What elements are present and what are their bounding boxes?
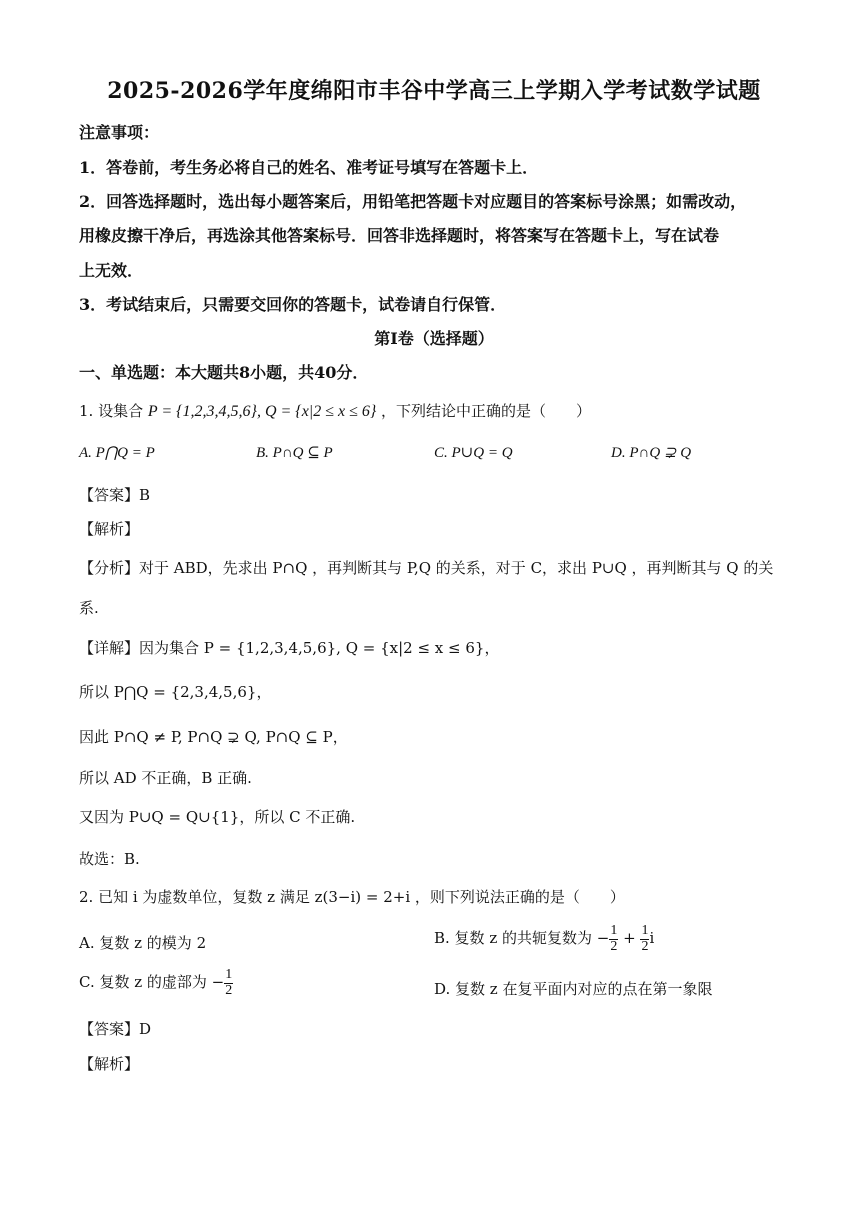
q1-stem-suffix: ，下列结论中正确的是（ ） [381,402,592,420]
q2-analysis-label: 【解析】 [79,1055,140,1073]
q1-detail-line-6: 故选：B. [79,850,140,868]
q1-option-c: C. P∪Q = Q [434,445,513,461]
q1-analysis-label: 【解析】 [79,520,140,538]
part-title: 第I卷（选择题） [374,329,494,348]
notice-item-2-line-1: 2．回答选择题时，选出每小题答案后，用铅笔把答题卡对应题目的答案标号涂黑；如需改动， [79,192,747,211]
q2-option-b-frac-1 [609,924,618,954]
q2-option-b-suffix: i [649,929,655,948]
notice-item-2-line-2: 用橡皮擦干净后，再选涂其他答案标号．回答非选择题时，将答案写在答题卡上，写在试卷 [79,226,720,245]
q2-option-d: D. 复数 z 在复平面内对应的点在第一象限 [434,980,713,998]
q1-option-d: D. P∩Q ⊋ Q [611,445,692,461]
q2-option-b [434,924,654,954]
q1-detail-line-5: 又因为 P∪Q = Q∪{1}，所以 C 不正确. [79,808,356,826]
notice-item-3: 3．考试结束后，只需要交回你的答题卡，试卷请自行保管． [79,295,507,314]
q2-answer: 【答案】D [79,1020,152,1038]
q2-option-b-prefix: B. 复数 z 的共轭复数为 − [434,929,610,948]
q2-stem: 2. 已知 i 为虚数单位，复数 z 满足 z(3−i) = 2+i ，则下列说法正确的是（ ） [79,888,625,906]
q1-detail-line-4: 所以 AD 不正确，B 正确. [79,769,252,787]
exam-title: 2025-2026学年度绵阳市丰谷中学高三上学期入学考试数学试题 [107,78,761,104]
frac-numerator: 1 [641,923,649,938]
q1-stem-prefix: 1. 设集合 [79,402,144,420]
section-title: 一、单选题：本大题共8小题，共40分． [79,363,369,382]
q1-fenxi-line-1: 【分析】对于 ABD，先求出 P∩Q ，再判断其与 P,Q 的关系，对于 C，求出 P∪Q ，再判断其与 Q 的关 [79,559,774,577]
notice-item-2-line-3: 上无效． [79,261,144,280]
frac-numerator: 1 [610,923,618,938]
frac-denominator: 2 [610,938,618,954]
q1-option-b: B. P∩Q ⊆ P [256,445,333,461]
q2-option-c [79,968,233,998]
q1-stem-math: P = {1,2,3,4,5,6}, Q = {x|2 ≤ x ≤ 6} [147,403,377,420]
notice-heading: 注意事项： [79,123,160,142]
frac-numerator: 1 [225,967,233,982]
q1-detail-line-3: 因此 P∩Q ≠ P, P∩Q ⊋ Q, P∩Q ⊆ P， [79,728,348,746]
frac-denominator: 2 [225,982,233,998]
q1-answer: 【答案】B [79,486,151,504]
q2-option-b-plus: + [618,929,641,948]
q1-detail-line-2: 所以 P⋂Q = {2,3,4,5,6}， [79,683,272,701]
notice-item-1: 1．答卷前，考生务必将自己的姓名、准考证号填写在答题卡上． [79,158,539,177]
q2-option-a: A. 复数 z 的模为 2 [79,934,207,952]
q1-fenxi-line-2: 系. [79,599,99,617]
q1-detail-line-1: 【详解】因为集合 P = {1,2,3,4,5,6}, Q = {x|2 ≤ x ≤ 6}， [79,639,500,657]
frac-denominator: 2 [641,938,649,954]
q2-option-c-prefix: C. 复数 z 的虚部为 − [79,973,225,992]
q2-option-c-frac [224,968,233,998]
q1-stem [79,400,795,421]
q1-option-a: A. P⋂Q = P [79,445,155,461]
